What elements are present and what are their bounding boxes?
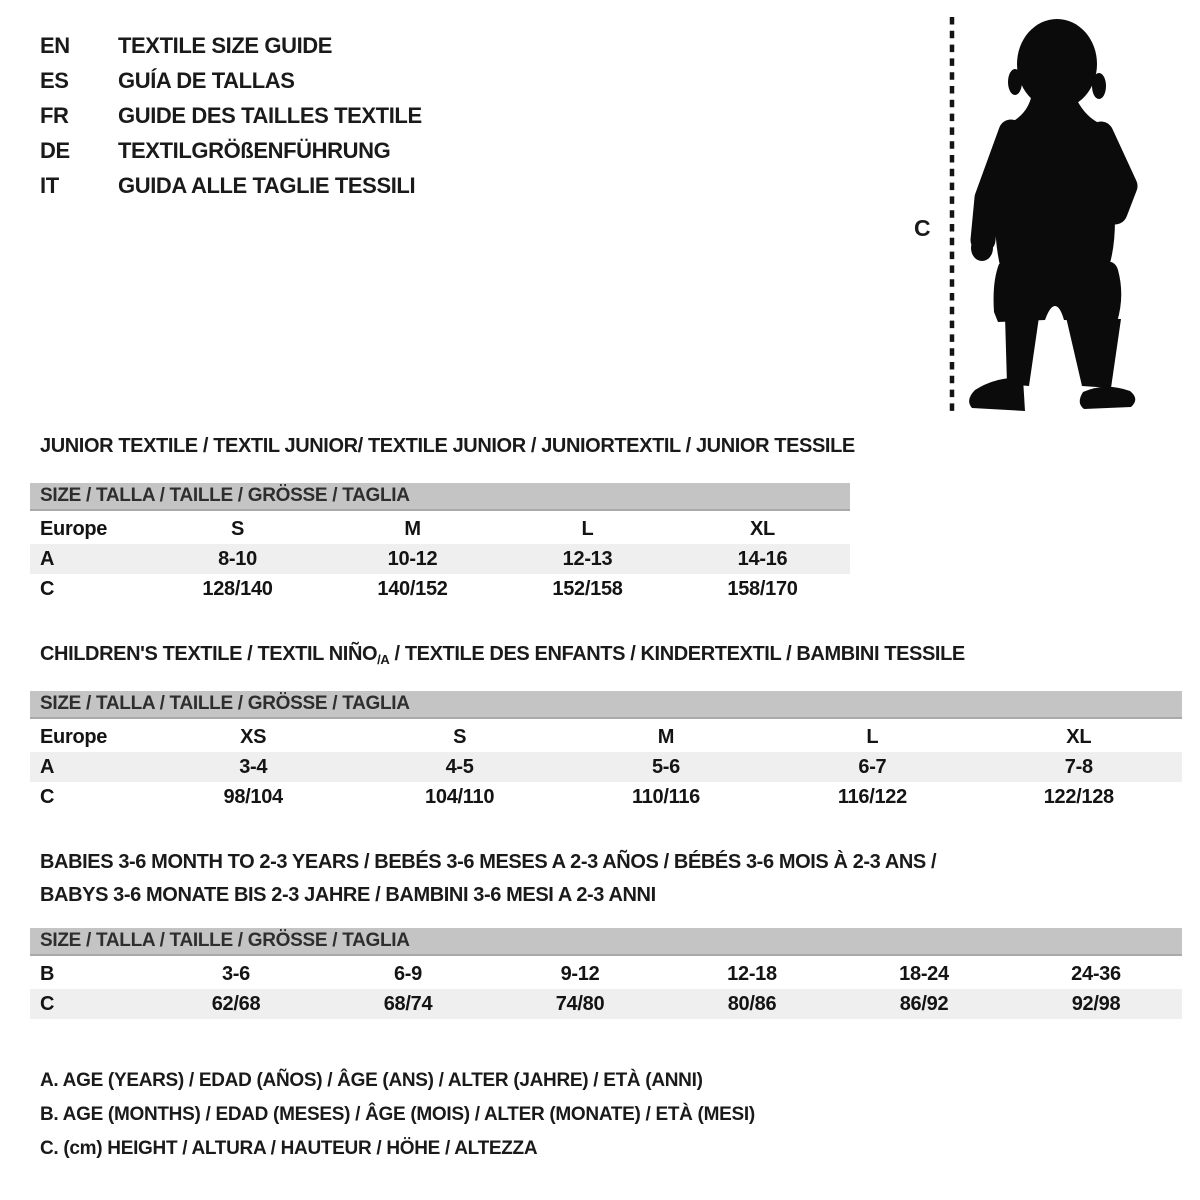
silhouette-foot-left (969, 378, 1025, 411)
lang-row-es (40, 63, 422, 98)
cell-value: 128/140 (202, 577, 273, 600)
row-label: Europe (40, 517, 108, 540)
row-label: C (40, 992, 55, 1015)
toddler-silhouette-image (965, 14, 1145, 414)
lang-row-fr (40, 98, 422, 133)
cell-value: 110/116 (631, 785, 700, 808)
cell-value: XS (240, 725, 267, 748)
table-row (30, 752, 1182, 782)
cell-value: 68/74 (383, 992, 433, 1015)
lang-code-fr: FR (40, 103, 69, 128)
table-row (30, 959, 1182, 989)
lang-title-en: TEXTILE SIZE GUIDE (118, 33, 333, 58)
cell-value: 98/104 (223, 785, 283, 808)
junior-section-title: JUNIOR TEXTILE / TEXTIL JUNIOR/ TEXTILE JUNIOR / JUNIORTEXTIL / JUNIOR TESSILE (40, 435, 855, 457)
cell-value: M (404, 517, 421, 540)
cell-value: 9-12 (560, 962, 600, 985)
babies-section-title (40, 846, 936, 912)
cell-value: 18-24 (899, 962, 949, 985)
silhouette-leg-right (1066, 317, 1121, 388)
row-label: C (40, 577, 55, 600)
lang-code-en: EN (40, 33, 70, 58)
lang-code-de: DE (40, 138, 70, 163)
cell-value: 140/152 (377, 577, 448, 600)
row-label: A (40, 755, 55, 778)
height-measure-label: C (914, 215, 931, 241)
cell-value: XL (1066, 725, 1092, 748)
junior-size-band: SIZE / TALLA / TAILLE / GRÖSSE / TAGLIA (30, 483, 850, 511)
cell-value: 122/128 (1043, 785, 1114, 808)
cell-value: 152/158 (552, 577, 623, 600)
babies-size-table (30, 928, 1182, 1019)
row-label: B (40, 962, 55, 985)
silhouette-hand-left (971, 235, 993, 261)
junior-size-table (30, 483, 850, 604)
height-measure-dashed-line (946, 12, 958, 416)
cell-value: 12-18 (727, 962, 777, 985)
children-title-pre: CHILDREN'S TEXTILE / TEXTIL NIÑO (40, 643, 378, 665)
cell-value: 116/122 (837, 785, 907, 808)
silhouette-shorts (994, 262, 1122, 322)
cell-value: XL (750, 517, 775, 540)
language-title-list (40, 28, 422, 203)
table-row (30, 722, 1182, 752)
children-title-post: / TEXTILE DES ENFANTS / KINDERTEXTIL / BAMBINI TESSILE (389, 643, 965, 665)
cell-value: 12-13 (562, 547, 613, 570)
lang-title-de: TEXTILGRÖßENFÜHRUNG (118, 138, 391, 163)
legend-line-a: A. AGE (YEARS) / EDAD (AÑOS) / ÂGE (ANS) / ALTER (JAHRE) / ETÀ (ANNI) (40, 1070, 703, 1091)
legend-line-c: C. (cm) HEIGHT / ALTURA / HAUTEUR / HÖHE / ALTEZZA (40, 1138, 538, 1159)
lang-title-fr: GUIDE DES TAILLES TEXTILE (118, 103, 422, 128)
measure-legend (40, 1064, 755, 1166)
cell-value: M (657, 725, 675, 748)
table-row (30, 514, 850, 544)
cell-value: 3-6 (221, 962, 250, 985)
cell-value: 92/98 (1071, 992, 1121, 1015)
cell-value: 158/170 (727, 577, 798, 600)
lang-title-es: GUÍA DE TALLAS (118, 68, 295, 93)
lang-row-de (40, 133, 422, 168)
babies-title-line2: BABYS 3-6 MONATE BIS 2-3 JAHRE / BAMBINI 3-6 MESI A 2-3 ANNI (40, 884, 656, 906)
cell-value: 80/86 (727, 992, 777, 1015)
table-row (30, 782, 1182, 812)
table-row (30, 574, 850, 604)
cell-value: 6-7 (858, 755, 887, 778)
children-section-title (40, 643, 965, 667)
children-size-band: SIZE / TALLA / TAILLE / GRÖSSE / TAGLIA (30, 691, 1182, 719)
lang-row-it (40, 168, 422, 203)
cell-value: 24-36 (1071, 962, 1121, 985)
cell-value: 10-12 (387, 547, 438, 570)
table-row (30, 544, 850, 574)
cell-value: 8-10 (218, 547, 257, 570)
cell-value: 4-5 (445, 755, 474, 778)
cell-value: 6-9 (393, 962, 422, 985)
cell-value: 7-8 (1064, 755, 1093, 778)
babies-title-line1: BABIES 3-6 MONTH TO 2-3 YEARS / BEBÉS 3-6 MESES A 2-3 AÑOS / BÉBÉS 3-6 MOIS À 2-3 ANS / (40, 851, 937, 873)
silhouette-leg-left (1005, 316, 1039, 386)
cell-value: 86/92 (899, 992, 949, 1015)
cell-value: 104/110 (425, 785, 495, 808)
babies-size-band: SIZE / TALLA / TAILLE / GRÖSSE / TAGLIA (30, 928, 1182, 956)
cell-value: L (866, 725, 879, 748)
cell-value: S (453, 725, 467, 748)
lang-code-it: IT (40, 173, 59, 198)
children-title-subscript: /A (377, 652, 390, 667)
table-row (30, 989, 1182, 1019)
silhouette-ear-right (1092, 73, 1106, 99)
silhouette-ear-left (1008, 69, 1022, 95)
cell-value: 3-4 (239, 755, 268, 778)
cell-value: S (230, 517, 245, 540)
row-label: Europe (40, 725, 108, 748)
lang-code-es: ES (40, 68, 69, 93)
cell-value: 62/68 (211, 992, 261, 1015)
cell-value: L (581, 517, 594, 540)
row-label: C (40, 785, 55, 808)
row-label: A (40, 547, 55, 570)
cell-value: 5-6 (651, 755, 680, 778)
silhouette-head (1017, 19, 1097, 109)
cell-value: 14-16 (737, 547, 788, 570)
legend-line-b: B. AGE (MONTHS) / EDAD (MESES) / ÂGE (MOIS) / ALTER (MONATE) / ETÀ (MESI) (40, 1104, 755, 1125)
silhouette-foot-right (1080, 387, 1136, 409)
cell-value: 74/80 (555, 992, 605, 1015)
children-size-table (30, 691, 1182, 812)
lang-title-it: GUIDA ALLE TAGLIE TESSILI (118, 173, 416, 198)
silhouette-shapes (969, 19, 1135, 411)
lang-row-en (40, 28, 422, 63)
